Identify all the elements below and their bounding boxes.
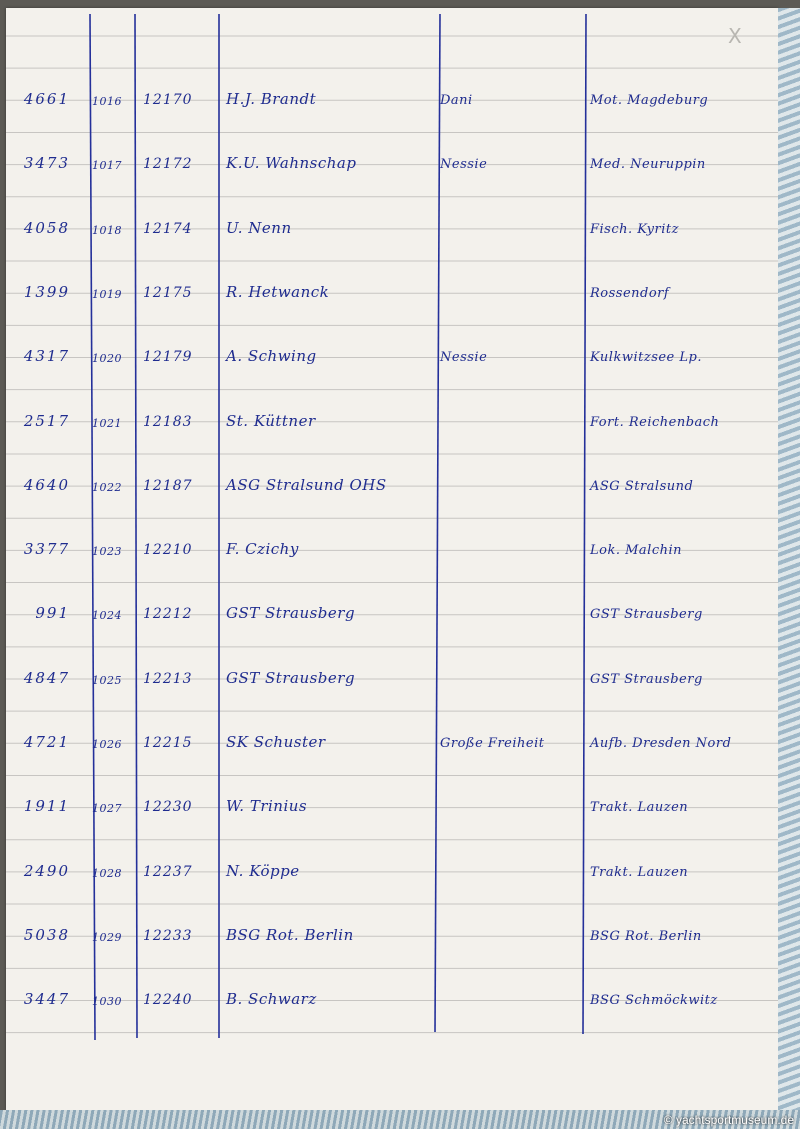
sequence-number: 1019 [92,287,122,301]
owner-name: N. Köppe [226,861,300,880]
entry-number: 2517 [23,411,70,430]
entry-number: 1911 [23,797,70,816]
registration-number: 12183 [143,413,193,430]
club-name: Fort. Reichenbach [590,414,720,430]
ledger-row [6,703,778,757]
sequence-number: 1016 [92,95,122,108]
registration-number: 12240 [143,992,193,1009]
entry-number: 1399 [23,282,70,301]
sequence-number: 1021 [92,416,122,430]
registration-number: 12174 [143,220,193,237]
owner-name: SK Schuster [226,733,326,751]
sequence-number: 1024 [92,609,122,623]
owner-name: W. Trinius [226,797,308,816]
entry-number: 4721 [23,733,70,751]
sequence-number: 1017 [92,159,122,173]
registration-number: 12213 [143,670,193,687]
entry-number: 4640 [23,475,70,494]
owner-name: GST Strausberg [226,604,356,623]
registration-number: 12212 [143,606,193,623]
owner-name: ASG Stralsund OHS [226,475,387,494]
owner-name: B. Schwarz [226,990,317,1009]
ledger-row [6,317,778,371]
sequence-number: 1023 [92,545,122,559]
club-name: Trakt. Lauzen [590,864,689,880]
registration-number: 12187 [143,477,193,494]
entry-number: 5038 [23,925,70,944]
club-name: Mot. Magdeburg [590,93,709,108]
sequence-number: 1028 [92,866,122,880]
club-name: Lok. Malchin [590,543,683,559]
registration-number: 12215 [143,735,193,751]
entry-number: 2490 [23,861,70,880]
boat-name: Nessie [440,350,488,366]
ledger-row [6,382,778,436]
registration-number: 12237 [143,863,193,880]
sequence-number: 1020 [92,352,122,366]
corner-mark: X [728,24,742,48]
entry-number: 991 [35,604,70,623]
entry-number: 4661 [23,90,70,108]
entry-number: 3447 [23,990,70,1009]
sequence-number: 1022 [92,480,122,494]
club-name: GST Strausberg [590,607,703,623]
entry-number: 4317 [23,347,70,366]
owner-name: BSG Rot. Berlin [226,925,354,944]
club-name: Aufb. Dresden Nord [590,736,732,751]
ledger-row [6,510,778,564]
sequence-number: 1026 [92,738,122,751]
ledger-row [6,960,778,1014]
owner-name: R. Hetwanck [226,282,330,301]
club-name: Rossendorf [590,285,670,301]
boat-name: Nessie [440,157,488,173]
owner-name: A. Schwing [226,347,317,366]
ledger-row [6,124,778,178]
sequence-number: 1027 [92,802,122,816]
owner-name: St. Küttner [226,411,316,430]
owner-name: GST Strausberg [226,668,356,687]
owner-name: H.J. Brandt [226,90,317,108]
entry-number: 3377 [23,540,70,559]
registration-number: 12170 [143,92,193,108]
owner-name: K.U. Wahnschap [226,154,357,173]
club-name: Fisch. Kyritz [590,221,679,237]
sequence-number: 1025 [92,673,122,687]
registration-number: 12210 [143,542,193,559]
owner-name: F. Czichy [226,540,299,559]
entry-number: 4847 [23,668,70,687]
registration-number: 12175 [143,284,193,301]
ledger-row [6,446,778,500]
ledger-row [6,896,778,950]
owner-name: U. Nenn [226,218,292,237]
ledger-row [6,832,778,886]
registration-number: 12172 [143,156,193,173]
ledger-row [6,767,778,821]
sequence-number: 1018 [92,223,122,237]
club-name: Med. Neuruppin [590,157,706,173]
boat-name: Dani [440,93,473,108]
ledger-row [6,253,778,307]
club-name: ASG Stralsund [590,478,694,494]
registration-number: 12179 [143,349,193,366]
book-edge [778,8,800,1118]
club-name: Kulkwitzsee Lp. [590,350,702,366]
entry-number: 3473 [23,154,70,173]
registration-number: 12233 [143,927,193,944]
registration-number: 12230 [143,799,193,816]
club-name: BSG Rot. Berlin [590,928,702,944]
club-name: Trakt. Lauzen [590,800,689,816]
boat-name: Große Freiheit [440,736,545,751]
club-name: BSG Schmöckwitz [590,993,718,1009]
watermark: © yachtsportmuseum.de [663,1113,794,1127]
ledger-row [6,574,778,628]
sequence-number: 1029 [92,930,122,944]
ledger-page [6,8,778,1110]
ledger-row [6,189,778,243]
ledger-row [6,60,778,114]
entry-number: 4058 [23,218,70,237]
sequence-number: 1030 [92,995,122,1009]
club-name: GST Strausberg [590,671,703,687]
ledger-row [6,639,778,693]
